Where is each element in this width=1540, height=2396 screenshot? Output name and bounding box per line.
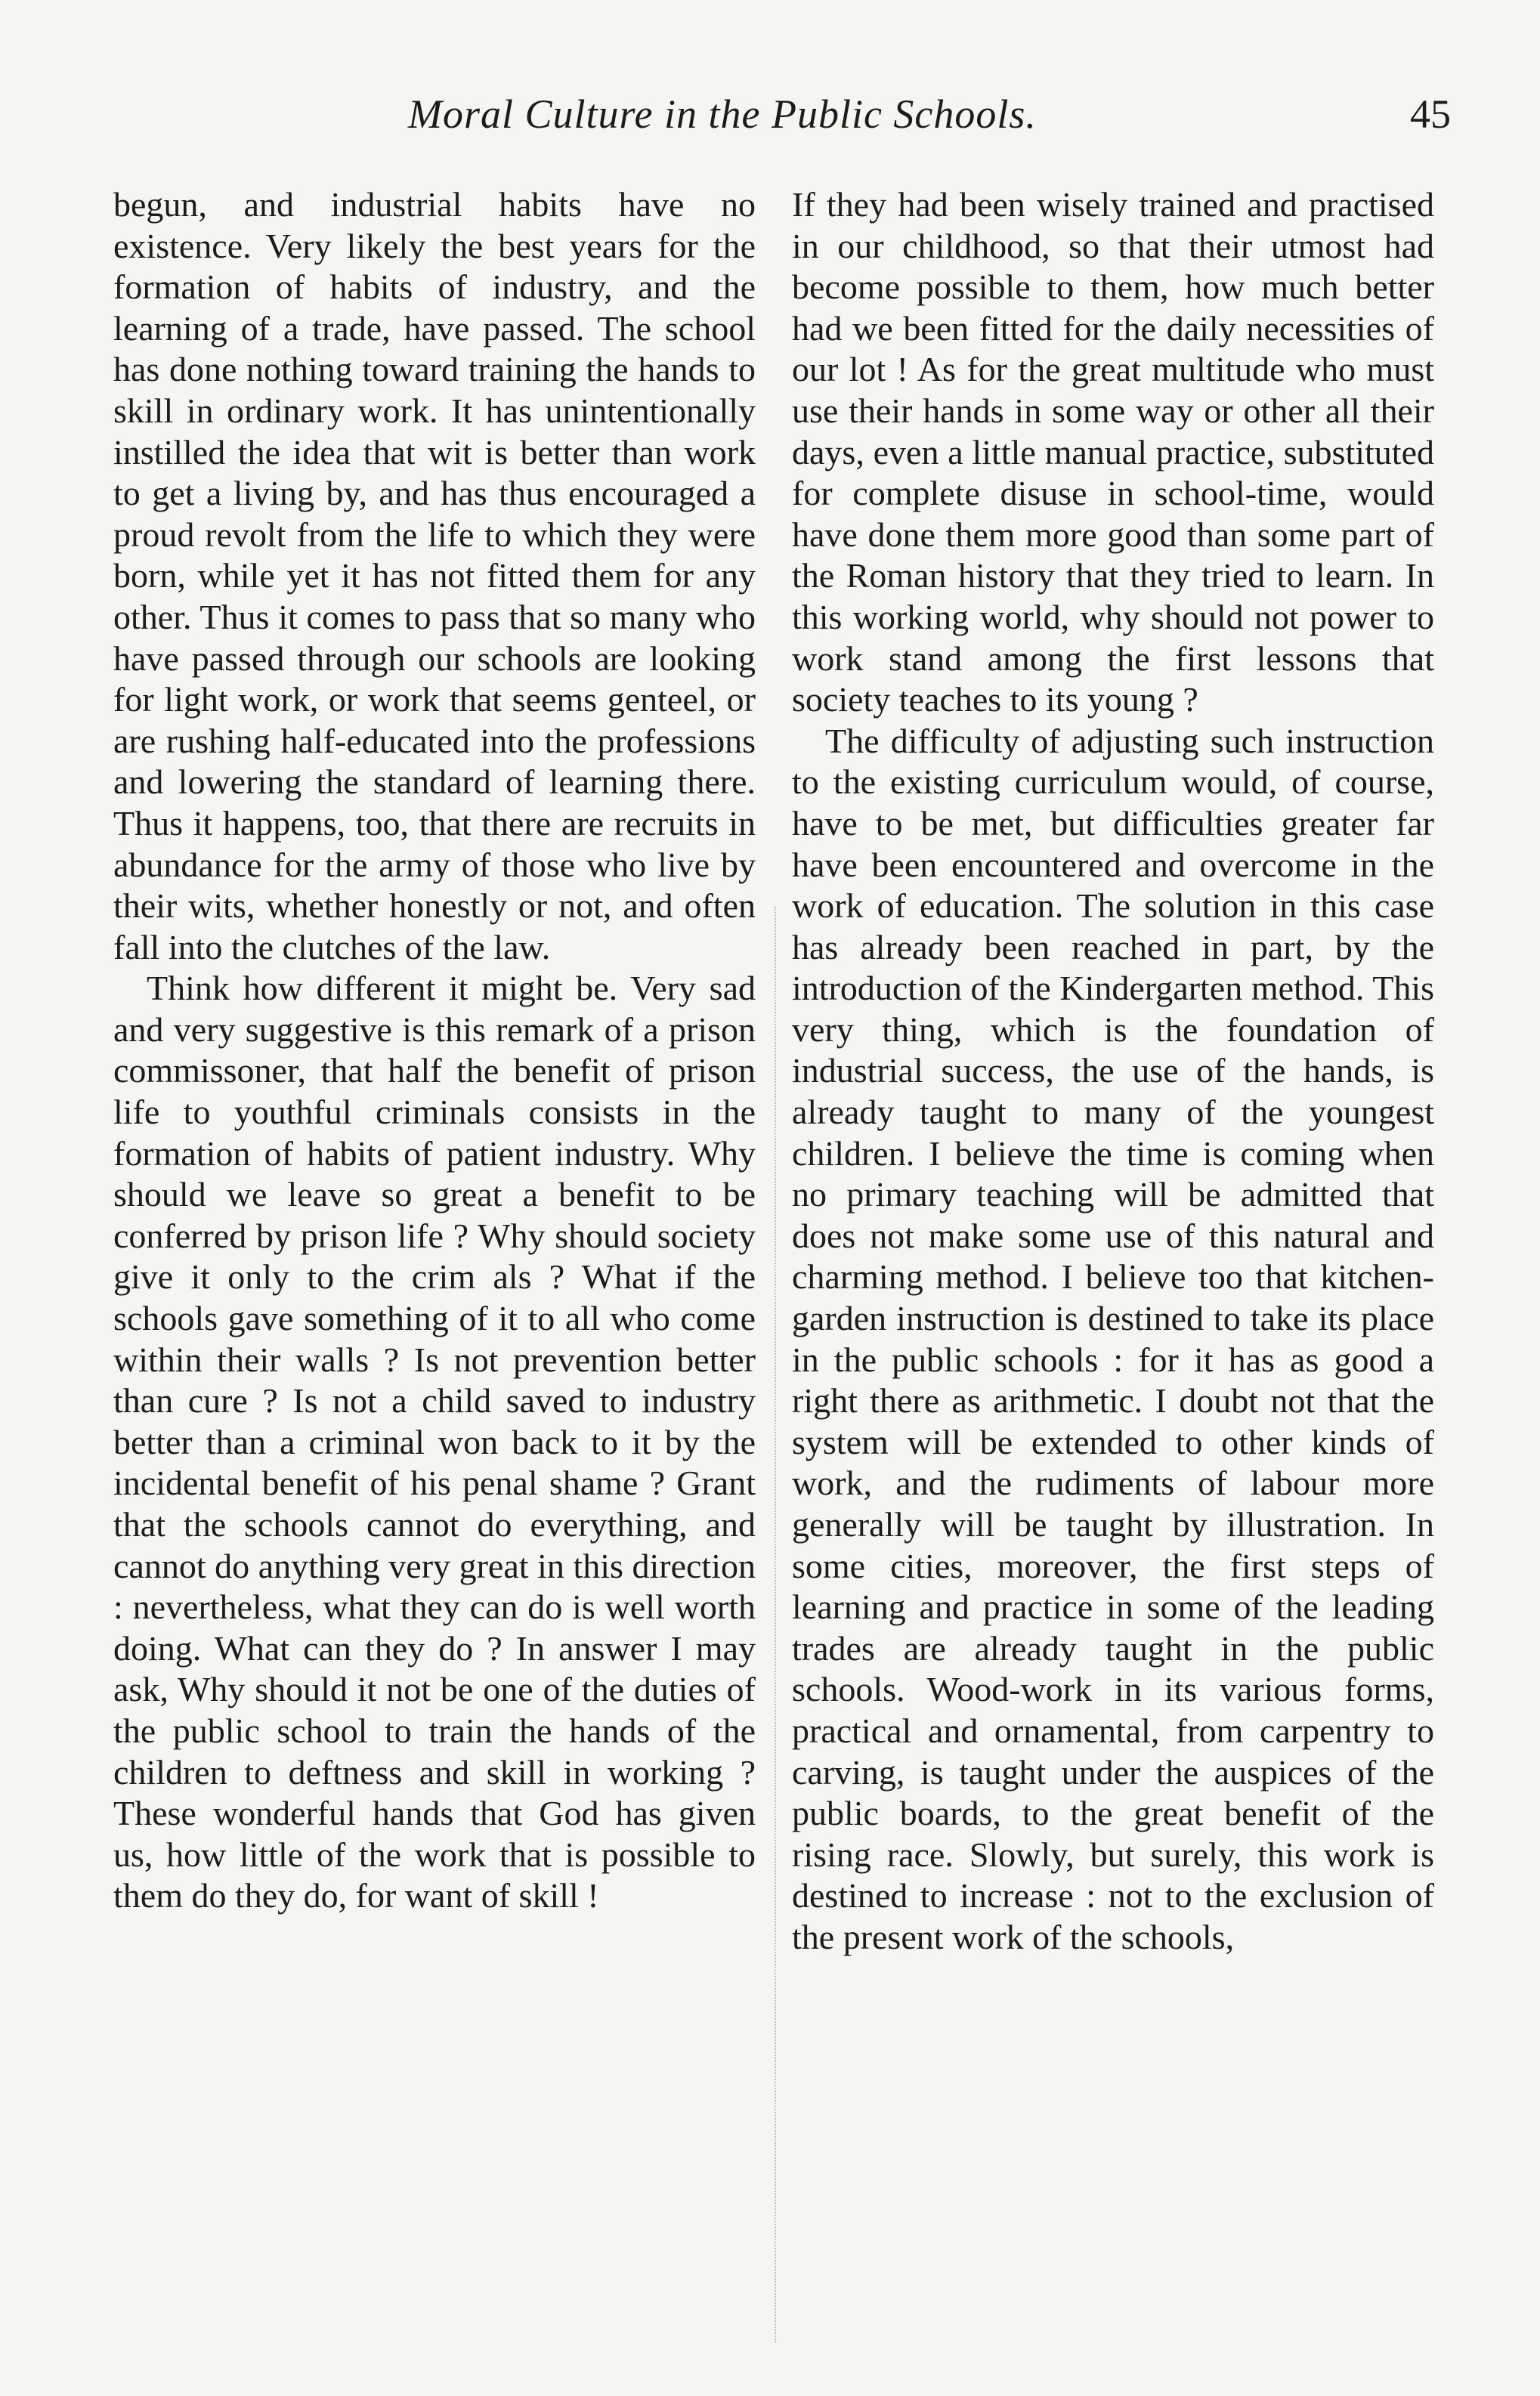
paragraph: begun, and industrial habits have no existence. Very likely the best years for the formation of habits of industry, and the learning of a trade, have passed. The school has done nothing toward training the hands to skill in ordinary work. It has unintentionally instilled the idea that wit is better than work to get a living by, and has thus encouraged a proud revolt from the life to which they were born, while yet it has not fitted them for any other. Thus it comes to pass that so many who have passed through our schools are looking for light work, or work that seems genteel, or are rushing half-educated into the professions and lowering the standard of learning there. Thus it happens, too, that there are recruits in abundance for the army of those who live by their wits, whether honestly or not, and often fall into the clutches of the law. xyxy=(113,185,756,966)
paragraph: The difficulty of adjusting such instruction to the existing curriculum would, of course, have to be met, but difficulties greater far have been encountered and overcome in the work of education. The solution in this case has already been reached in part, by the introduction of the Kindergarten method. This very thing, which is the foundation of industrial success, the use of the hands, is already taught to many of the youngest children. I believe the time is coming when no primary teaching will be admitted that does not make some use of this natural and charming method. I believe too that kitchen-garden instruction is destined to take its place in the public schools : for it has as good a right there as arithmetic. I doubt not that the system will be extended to other kinds of work, and the rudiments of labour more generally will be taught by illustration. In some cities, moreover, the first steps of learning and practice in some of the leading trades are already taught in the public schools. Wood-work in its various forms, practical and ornamental, from carpentry to carving, is taught under the auspices of the public boards, to the great benefit of the rising race. Slowly, but surely, this work is destined to increase : not to the exclusion of the present work of the schools, xyxy=(792,721,1434,1956)
column-divider xyxy=(775,907,776,2342)
left-column xyxy=(113,184,756,1917)
running-title: Moral Culture in the Public Schools. xyxy=(408,91,1037,137)
right-column xyxy=(792,184,1434,1959)
paragraph: If they had been wisely trained and practised in our childhood, so that their utmost had become possible to them, how much better had we been fitted for the daily necessities of our lot ! As for the great multitude who must use their hands in some way or other all their days, even a little manual practice, substituted for complete disuse in school-time, would have done them more good than some part of the Roman history that they tried to learn. In this working world, why should not power to work stand among the first lessons that society teaches to its young ? xyxy=(792,185,1434,719)
page-number: 45 xyxy=(1410,91,1451,137)
running-head xyxy=(113,91,1451,159)
paragraph: Think how different it might be. Very sad and very suggestive is this remark of a prison commissoner, that half the benefit of prison life to youthful criminals consists in the formation of habits of patient industry. Why should we leave so great a benefit to be conferred by prison life ? Why should society give it only to the crim als ? What if the schools gave something of it to all who come within their walls ? Is not prevention better than cure ? Is not a child saved to industry better than a criminal won back to it by the incidental benefit of his penal shame ? Grant that the schools cannot do everything, and cannot do anything very great in this direction : nevertheless, what they can do is well worth doing. What can they do ? In answer I may ask, Why should it not be one of the duties of the public school to train the hands of the children to deftness and skill in working ? These wonderful hands that God has given us, how little of the work that is possible to them do they do, for want of skill ! xyxy=(113,969,756,1915)
